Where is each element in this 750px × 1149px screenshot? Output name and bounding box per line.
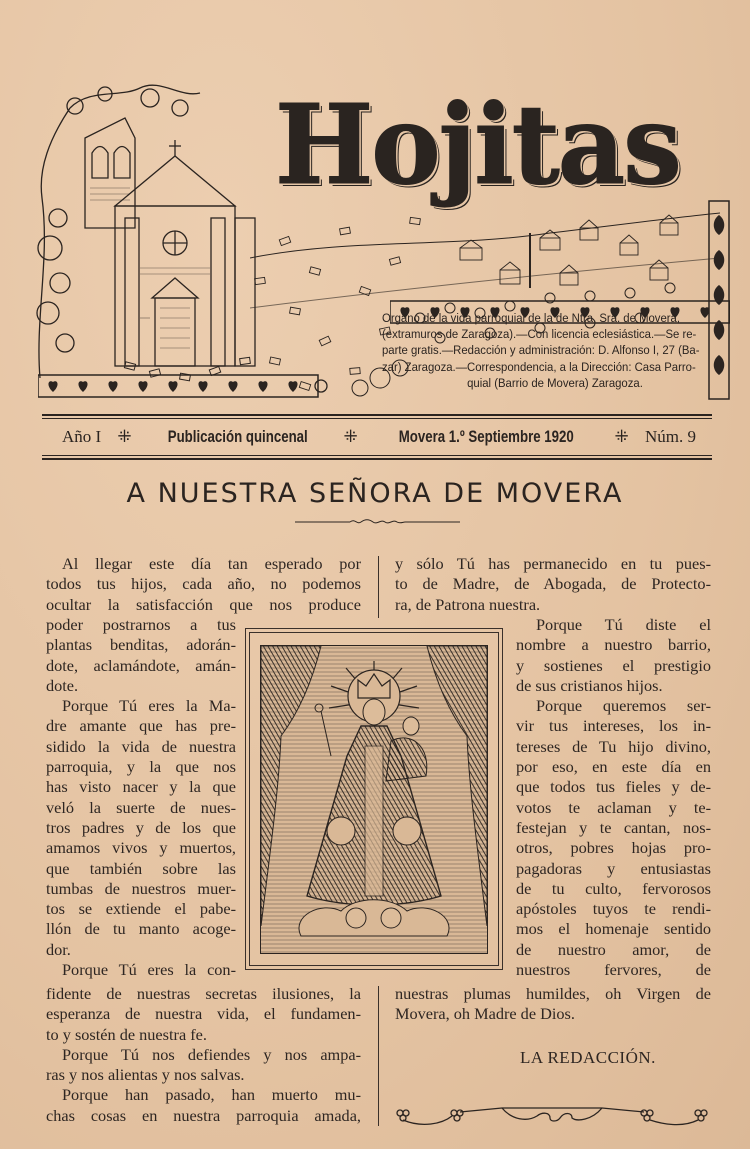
divider-rule xyxy=(42,414,712,416)
text-line: has visto nacer y la que xyxy=(46,777,236,797)
text-line: ocultar la satisfacción que nos produce xyxy=(46,594,361,614)
text-line: parroquia, y la que nos xyxy=(46,757,236,777)
virgin-of-movera-engraving-icon xyxy=(261,646,487,953)
text-line: Porque Tú eres la Ma- xyxy=(62,696,236,716)
publication-title: Hojitas xyxy=(275,79,680,210)
text-line: otros, pobres hojas pro- xyxy=(516,838,711,858)
text-line: chas cosas en nuestra parroquia amada, xyxy=(46,1105,361,1125)
text-line: dote. xyxy=(46,675,79,695)
text-line: nuestros fervores, de xyxy=(516,960,711,980)
text-line: Porque Tú diste el xyxy=(536,615,711,634)
text-line: nuestras plumas humildes, oh Virgen de xyxy=(395,984,711,1003)
text-line: veló la suerte de nues- xyxy=(46,797,236,817)
text-line: fidente de nuestras secretas ilusiones, la xyxy=(46,984,361,1003)
asterisk-ornament-icon: ⁜ xyxy=(343,427,358,446)
text-line: Porque queremos ser- xyxy=(536,696,711,716)
text-line: apóstoles tuyos te rendi- xyxy=(516,899,711,919)
text-line: votos te aclaman y te- xyxy=(516,797,711,817)
article-column-left-wrap xyxy=(46,615,236,980)
dateline xyxy=(42,424,712,450)
text-line: to de Madre, de Abogada, de Protecto- xyxy=(395,574,711,594)
text-line: Al llegar este día tan esperado por xyxy=(62,554,361,573)
asterisk-ornament-icon: ⁜ xyxy=(614,427,629,446)
publication-frequency: Publicación quincenal xyxy=(167,427,308,446)
volume-year: Año I xyxy=(62,427,102,446)
text-line: de sus cristianos hijos. xyxy=(516,675,663,695)
text-line: festejan y te cantan, nos- xyxy=(516,817,711,837)
article-column-left-bottom xyxy=(46,984,361,1126)
text-line: tos se extiende el pabe- xyxy=(46,899,236,919)
text-line: ras y nos alientas y nos salvas. xyxy=(46,1065,245,1085)
text-line: Porque Tú eres la con- xyxy=(62,960,236,980)
article-column-left xyxy=(46,554,361,615)
text-line: plantas benditas, adorán- xyxy=(46,635,236,655)
text-line: sidido la vida de nuestra xyxy=(46,736,236,756)
text-line: ra, de Patrona nuestra. xyxy=(395,594,541,614)
ornamental-border xyxy=(38,374,328,398)
text-line: dre amante que has pre- xyxy=(46,716,236,736)
text-line: nombre a nuestro barrio, xyxy=(516,635,711,655)
text-line: todos tus hijos, cada año, no podemos xyxy=(46,574,361,594)
article-signature: LA REDACCIÓN. xyxy=(520,1048,656,1067)
column-rule xyxy=(378,556,379,618)
end-ornament-icon xyxy=(392,1106,712,1128)
text-line: de tu culto, fervorosos xyxy=(516,878,711,898)
issue-number: Núm. 9 xyxy=(644,427,696,446)
text-line: vir tus intereses, los in- xyxy=(516,716,711,736)
divider-rule xyxy=(42,458,712,460)
info-line: quial (Barrio de Movera) Zaragoza. xyxy=(467,375,643,390)
issue-date: Movera 1.º Septiembre 1920 xyxy=(398,427,574,446)
text-line: y sólo Tú has permanecido en tu pues- xyxy=(395,554,711,573)
column-rule xyxy=(378,986,379,1126)
text-line: tereses de Tu hijo divino, xyxy=(516,736,711,756)
divider-rule xyxy=(42,418,712,419)
text-line: llón de tu manto acoge- xyxy=(46,919,236,939)
text-line: Porque han pasado, han muerto mu- xyxy=(62,1085,361,1105)
article-column-right-bottom xyxy=(395,984,711,1025)
headline-ornament-icon xyxy=(295,516,460,528)
info-line: zar) Zaragoza.—Correspondencia, a la Dirección: Casa Parro- xyxy=(382,359,696,374)
info-line: (extramuros de Zaragoza).—Con licencia eclesiástica.—Se re- xyxy=(382,327,697,342)
text-line: Movera, oh Madre de Dios. xyxy=(395,1004,575,1024)
text-line: pagadoras y entusiastas xyxy=(516,858,711,878)
text-line: tros padres y de los que xyxy=(46,817,236,837)
text-line: que todos tus fieles y de- xyxy=(516,777,711,797)
article-column-right xyxy=(395,554,711,615)
info-line: parte gratis.—Redacción y administración: D. Alfonso I, 27 (Ba- xyxy=(382,343,700,358)
text-line: mos el homenaje sentido xyxy=(516,919,711,939)
text-line: to y sostén de nuestra fe. xyxy=(46,1024,207,1044)
text-line: tumbas de nuestros muer- xyxy=(46,878,236,898)
text-line: dote, aclamándote, amán- xyxy=(46,655,236,675)
text-line: por eso, en este día en xyxy=(516,757,711,777)
virgin-illustration xyxy=(260,645,488,954)
text-line: esperanza de nuestra vida, el fundamen- xyxy=(46,1004,361,1024)
text-line: poder postrarnos a tus xyxy=(46,615,236,634)
divider-rule xyxy=(42,455,712,456)
text-line: dor. xyxy=(46,939,71,959)
text-line: amamos vivos y muertos, xyxy=(46,838,236,858)
text-line: de nuestro amor, de xyxy=(516,939,711,959)
publication-info xyxy=(382,310,728,391)
article-headline: A NUESTRA SEÑORA DE MOVERA xyxy=(126,478,624,509)
text-line: Porque Tú nos defiendes y nos ampa- xyxy=(62,1044,361,1064)
text-line: y sostienes el prestigio xyxy=(516,655,711,675)
article-column-right-wrap xyxy=(516,615,711,980)
info-line: Organo de la vida parroquial de la de Ntra. Sra. de Movera, xyxy=(382,311,681,325)
asterisk-ornament-icon: ⁜ xyxy=(117,427,132,446)
masthead xyxy=(30,78,730,410)
text-line: que también sobre las xyxy=(46,858,236,878)
